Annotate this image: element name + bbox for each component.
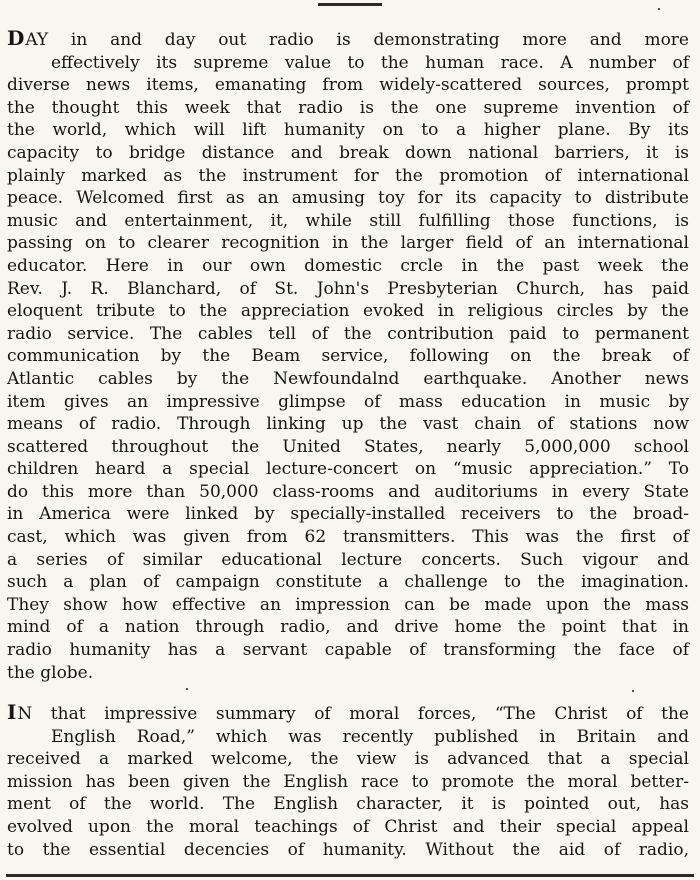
article-line: the globe. <box>7 662 94 683</box>
print-speck <box>632 690 634 692</box>
article-line: evolved upon the moral teachings of Christ and their special appeal <box>7 816 689 837</box>
article-line: to the essential decencies of humanity. Without the aid of radio, <box>7 839 689 860</box>
article-radio-value <box>7 28 689 684</box>
article-line: music and entertainment, it, while still fulfilling those functions, is <box>7 210 689 231</box>
article-line: item gives an impressive glimpse of mass education in music by <box>7 391 689 412</box>
line-text: N that impressive summary of moral forces, “The Christ of the <box>17 704 689 724</box>
top-rule <box>318 3 382 6</box>
article-line: cast, which was given from 62 transmitters. This was the first of <box>7 527 689 548</box>
article-line: English Road,” which was recently published in Britain and <box>51 726 689 747</box>
article-line: educator. Here in our own domestic crcle in the past week the <box>7 255 689 276</box>
article-line <box>7 28 689 52</box>
article-line: ment of the world. The English character, it is pointed out, has <box>7 794 689 815</box>
article-line <box>7 702 689 726</box>
article-line: Rev. J. R. Blanchard, of St. John's Presbyterian Church, has paid <box>7 278 689 299</box>
article-line: such a plan of campaign constitute a challenge to the imagination. <box>7 572 689 593</box>
line-text: AY in and day out radio is demonstrating more and more <box>25 30 689 50</box>
article-line: the world, which will lift humanity on to a higher plane. By its <box>7 120 689 141</box>
article-line: Atlantic cables by the Newfoundalnd earthquake. Another news <box>7 368 689 389</box>
initial-letter: I <box>7 700 17 724</box>
article-line: radio humanity has a servant capable of transforming the face of <box>7 640 689 661</box>
initial-letter: D <box>7 26 25 50</box>
article-line: plainly marked as the instrument for the promotion of international <box>7 165 689 186</box>
article-line: in America were linked by specially-installed receivers to the broad- <box>7 504 689 525</box>
article-line: the thought this week that radio is the one supreme invention of <box>7 97 689 118</box>
article-line: means of radio. Through linking up the vast chain of stations now <box>7 414 689 435</box>
article-line: peace. Welcomed first as an amusing toy for its capacity to distribute <box>7 188 689 209</box>
article-line: effectively its supreme value to the human race. A number of <box>51 52 689 73</box>
bottom-rule <box>6 874 694 877</box>
article-line: a series of similar educational lecture concerts. Such vigour and <box>7 549 689 570</box>
article-line: do this more than 50,000 class-rooms and auditoriums in every State <box>7 481 689 502</box>
print-speck <box>658 8 660 10</box>
article-christ-of-english-road <box>7 702 689 861</box>
article-line: They show how effective an impression can be made upon the mass <box>7 594 689 615</box>
article-line: capacity to bridge distance and break down national barriers, it is <box>7 142 689 163</box>
article-line: communication by the Beam service, following on the break of <box>7 346 689 367</box>
article-line: passing on to clearer recognition in the larger field of an international <box>7 233 689 254</box>
print-speck <box>186 688 188 690</box>
article-line: children heard a special lecture-concert on “music appreciation.” To <box>7 459 689 480</box>
article-line: mind of a nation through radio, and drive home the point that in <box>7 617 689 638</box>
article-line: mission has been given the English race to promote the moral better- <box>7 771 689 792</box>
article-line: diverse news items, emanating from widely-scattered sources, prompt <box>7 75 689 96</box>
article-line: received a marked welcome, the view is advanced that a special <box>7 749 689 770</box>
article-line: radio service. The cables tell of the contribution paid to permanent <box>7 323 689 344</box>
article-line: scattered throughout the United States, nearly 5,000,000 school <box>7 436 689 457</box>
article-line: eloquent tribute to the appreciation evoked in religious circles by the <box>7 301 689 322</box>
